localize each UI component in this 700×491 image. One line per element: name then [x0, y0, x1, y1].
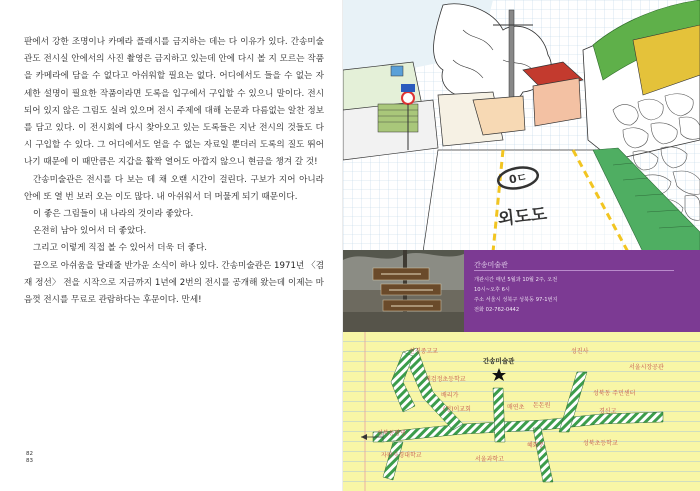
- map-label-museum: 간송미술관: [483, 357, 515, 365]
- map-label-central-school: 선경중고교: [409, 348, 438, 355]
- map-label-right-mid: 서울시장공관: [629, 364, 664, 371]
- info-title: 간송미술관: [474, 261, 508, 269]
- info-phone-line: 전화 02-762-0442: [474, 307, 520, 313]
- map-label-right-top: 성진사: [571, 348, 589, 355]
- quote-line-3: 그리고 이렇게 직접 볼 수 있어서 더욱 더 좋다.: [33, 243, 208, 254]
- paragraph-1: 판에서 강한 조명이나 카메라 플래시를 금지하는 데는 다 이유가 있다. 간송미술관도 전시실 안에서의 사진 촬영은 금지하고 있는데 안에 다시 볼 지 모르는 작품을 카메라에 담을 수 없다고 아쉬워할 필요는 없다. 어디에서도 들을 수 없는 자세한 설명이 필요한 작품이라면 도록을 입구에서 구입할 수 있으니 말이다. 전시되어 있지 않은 그림도 실려 있으며 전시 주제에 대해 논문과 다름없는 알찬 정보를 담고 있다. 이 전시회에 다시 찾아오고 있는 도록들은 지난 전시의 것들도 다시 구입할 수 있다. 그 어디에서도 얻을 수 없는 자료일 뿐더러 도록의 질도 뛰어나기 때문에 이 때만큼은 지갑을 활짝 열어도 아깝지 않으니 현금을 챙겨 갈 것!: [24, 37, 324, 168]
- road-marking-text: 외도도: [496, 204, 549, 230]
- map-label-school-left: 세검정초등학교: [425, 376, 466, 383]
- info-hours-line: 개관시간 매년 5월과 10월 2주, 오전: [474, 277, 558, 283]
- map-label-dongsung: 배리가: [441, 392, 459, 399]
- paragraph-2: 간송미술관은 전시를 다 보는 데 채 오랜 시간이 걸린다. 구보가 지어 아니라 안에 또 열 번 보러 오는 이도 많다. 내 아쉬워서 더 머물게 되기 때문이다.: [24, 174, 324, 202]
- info-title-divider: [474, 270, 674, 271]
- quote-line-2: 온전히 남아 있어서 더 좋았다.: [33, 226, 147, 237]
- signpost-photo: [343, 250, 464, 332]
- page-number-left: 82: [26, 451, 33, 457]
- museum-info-panel: [464, 250, 700, 332]
- hand-drawn-map: [343, 332, 700, 491]
- map-label-dongmyo: 매연초: [507, 404, 525, 411]
- left-page: [0, 0, 343, 491]
- map-label-church: (청)이교회: [443, 406, 471, 413]
- map-label-korea-uni: 경신고: [599, 408, 617, 415]
- body-text: [24, 34, 324, 309]
- page-number-right: 83: [26, 458, 33, 464]
- right-page: [343, 0, 700, 491]
- road-marking-speed: 0ㄷ: [507, 170, 529, 187]
- map-label-bottom-right: 성북초등학교: [583, 440, 618, 447]
- street-illustration: [343, 0, 700, 252]
- map-label-left-arrow: 성북동방면: [377, 430, 406, 437]
- map-label-station: 성북동 주민센터: [593, 390, 636, 397]
- map-label-bottom-mid: 서울과학고: [475, 456, 504, 463]
- info-address-line: 주소 서울시 성북구 성북동 97-1번지: [474, 297, 558, 303]
- map-label-office: 돈돈원: [533, 402, 551, 409]
- info-lines: [474, 275, 558, 315]
- page-numbers: [26, 451, 33, 465]
- paragraph-closing: 끝으로 아쉬움을 달래줄 반가운 소식이 하나 있다. 간송미술관은 1971년 〈겸재 정선〉 전을 시작으로 지금까지 1년에 2번의 전시를 공개해 왔는데 이제는 마음껏 전시를 무료로 관람하다는 후문이다. 만세!: [24, 260, 324, 306]
- map-label-subway: 혜화문: [527, 442, 545, 449]
- info-hours-line-2: 10시~오후 6시: [474, 287, 510, 293]
- quote-line-1: 이 좋은 그림들이 내 나라의 것이라 좋았다.: [33, 209, 194, 220]
- map-label-bottom-left: 자판사경대학교: [381, 452, 422, 459]
